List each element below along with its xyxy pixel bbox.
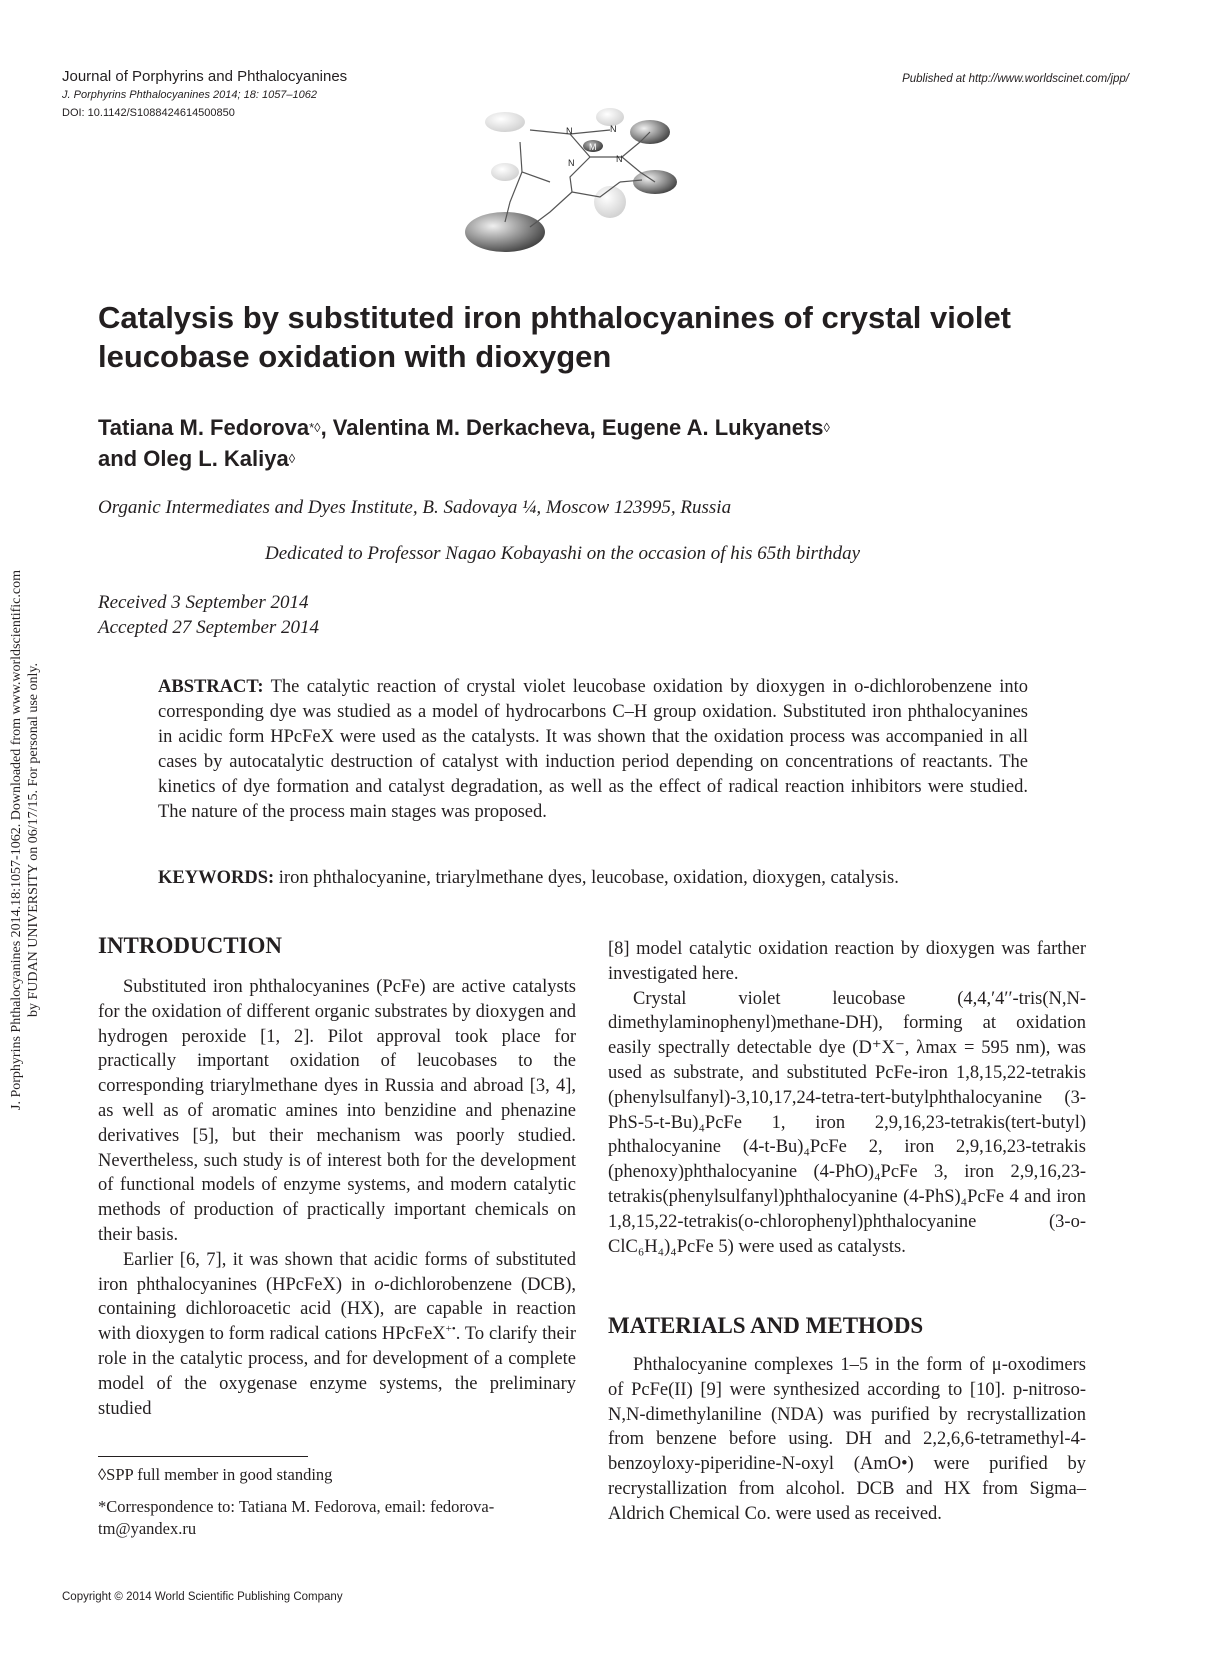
journal-header [62,68,347,122]
paragraph: Phthalocyanine complexes 1–5 in the form of μ-oxodimers of PcFe(II) [9] were synthesized according to [10]. p-nitroso-N,N-dimethylaniline (NDA) was purified by recrystallization from benzene before using. DH and 2,2,6,6-tetramethyl-4-benzoyloxy-piperidine-N-oxyl (AmO•) were purified by recrystallization from alcohol. DCB and HX from Sigma–Aldrich Chemical Co. were used as received. [608,1355,1086,1524]
nitrogen-label: N [610,124,617,134]
nitrogen-label: N [568,158,575,168]
author-marks: ◊ [288,451,296,466]
footnote-spp: ◊SPP full member in good standing [98,1465,333,1484]
paragraph: Substituted iron phthalocyanines (PcFe) are active catalysts for the oxidation of different organic substrates by dioxygen and hydrogen peroxide [1, 2]. Pilot approval took place for practically important oxidation of leucobases to the corresponding triarylmethane dyes in Russia and abroad [3, 4], as well as of aromatic amines into benzidine and phenazine derivatives [5], but their mechanism was poorly studied. Nevertheless, such study is of interest both for the development of functional models of enzyme systems, and modern catalytic methods of production of practically important chemicals on their basis. [98,977,576,1245]
abstract-text: The catalytic reaction of crystal violet leucobase oxidation by dioxygen in o-dichlorobenzene into corresponding dye was studied as a model of hydrocarbons C–H group oxidation. Substituted iron phthalocyanines in acidic form HPcFeX were used as the catalysts. It was shown that the oxidation process was accompanied in all cases by autocatalytic destruction of catalyst with induction period depending on concentrations of reactants. The kinetics of dye formation and catalyst degradation, as well as the effect of radical reaction inhibitors were studied. The nature of the process main stages was proposed. [158,677,1028,822]
copyright: Copyright © 2014 World Scientific Publishing Company [62,1591,343,1603]
article-dates [98,590,319,640]
received-date: Received 3 September 2014 [98,592,309,613]
author-name: Valentina M. Derkacheva [332,415,590,440]
keywords [158,866,1058,891]
footnote-divider [98,1456,308,1457]
author-name: Tatiana M. Fedorova [98,415,310,440]
abstract-label: ABSTRACT: [158,677,264,697]
author-joiner: and [98,446,138,471]
author-name: Oleg L. Kaliya [143,446,289,471]
author-list: Tatiana M. Fedorova*◊, Valentina M. Derkacheva, Eugene A. Lukyanets◊ and Oleg L. Kaliya◊ [98,415,830,471]
materials-text [608,1353,1086,1527]
accepted-date: Accepted 27 September 2014 [98,617,320,638]
paragraph: Crystal violet leucobase (4,4,′4′′-tris(N,N-dimethylaminophenyl)methane-DH), forming at oxidation easily spectrally detectable dye (D⁺X⁻, λmax = 595 nm), was used as substrate, and substituted PcFe-iron 1,8,15,22-tetrakis (phenylsulfanyl)-3,10,17,24-tetra-tert-butylphthalocyanine (3-PhS-5-t-Bu)₄PcFe 1, iron 2,9,16,23-tetrakis(tert-butyl) phthalocyanine (4-t-Bu)₄PcFe 2, iron 2,9,16,23-tetrakis (phenoxy)phthalocyanine (4-PhO)₄PcFe 3, iron 2,9,16,23-tetrakis(phenylsulfanyl)phthalocyanine (4-PhS)₄PcFe 4 and iron 1,8,15,22-tetrakis(o-chlorophenyl)phthalocyanine (3-o-ClC₆H₄)₄PcFe 5) were used as catalysts. [608,988,1086,1257]
left-column [98,975,576,1421]
section-heading-materials-methods: MATERIALS AND METHODS [608,1313,924,1338]
paragraph: [8] model catalytic oxidation reaction by dioxygen was farther investigated here. [608,939,1086,984]
journal-citation: J. Porphyrins Phthalocyanines 2014; 18: 1057–1062 [62,89,318,101]
side-note-line: J. Porphyrins Phthalocyanines 2014.18:1057-1062. Downloaded from www.worldscientific.com [9,570,24,1110]
dedication: Dedicated to Professor Nagao Kobayashi on the occasion of his 65th birthday [265,543,861,564]
article-title: Catalysis by substituted iron phthalocyanines of crystal violet leucobase oxidation with dioxygen [98,300,1012,374]
affiliation: Organic Intermediates and Dyes Institute, B. Sadovaya ¼, Moscow 123995, Russia [98,497,732,518]
footnote-correspondence: *Correspondence to: Tatiana M. Fedorova, email: fedorova-tm@yandex.ru [98,1497,495,1538]
keywords-text: iron phthalocyanine, triarylmethane dyes, leucobase, oxidation, dioxygen, catalysis. [278,868,899,888]
published-url[interactable]: Published at http://www.worldscinet.com/jpp/ [902,73,1129,85]
nitrogen-label: N [566,126,573,136]
keywords-label: KEYWORDS: [158,868,275,888]
footnotes [98,1464,576,1550]
section-heading-introduction: INTRODUCTION [98,933,283,958]
paragraph: Earlier [6, 7], it was shown that acidic forms of substituted iron phthalocyanines (HPcFeX) in o-dichlorobenzene (DCB), containing dichloroacetic acid (HX), are capable in reaction with dioxygen to form radical cations HPcFeX+•. To clarify their role in the catalytic process, and for development of a complete model of the oxygenase enzyme systems, the preliminary studied [98,1249,576,1419]
author-name: Eugene A. Lukyanets [601,415,824,440]
download-side-note [8,510,42,1170]
metal-label: M [589,142,597,152]
author-marks: ◊ [823,420,830,435]
porphyrin-logo [460,102,760,282]
journal-name: Journal of Porphyrins and Phthalocyanines [62,68,348,85]
abstract [158,675,1028,825]
side-note-line: by FUDAN UNIVERSITY on 06/17/15. For personal use only. [26,663,41,1017]
nitrogen-label: N [616,154,623,164]
author-marks: *◊ [309,420,321,435]
right-column [608,937,1086,1259]
journal-doi: DOI: 10.1142/S1088424614500850 [62,107,235,119]
